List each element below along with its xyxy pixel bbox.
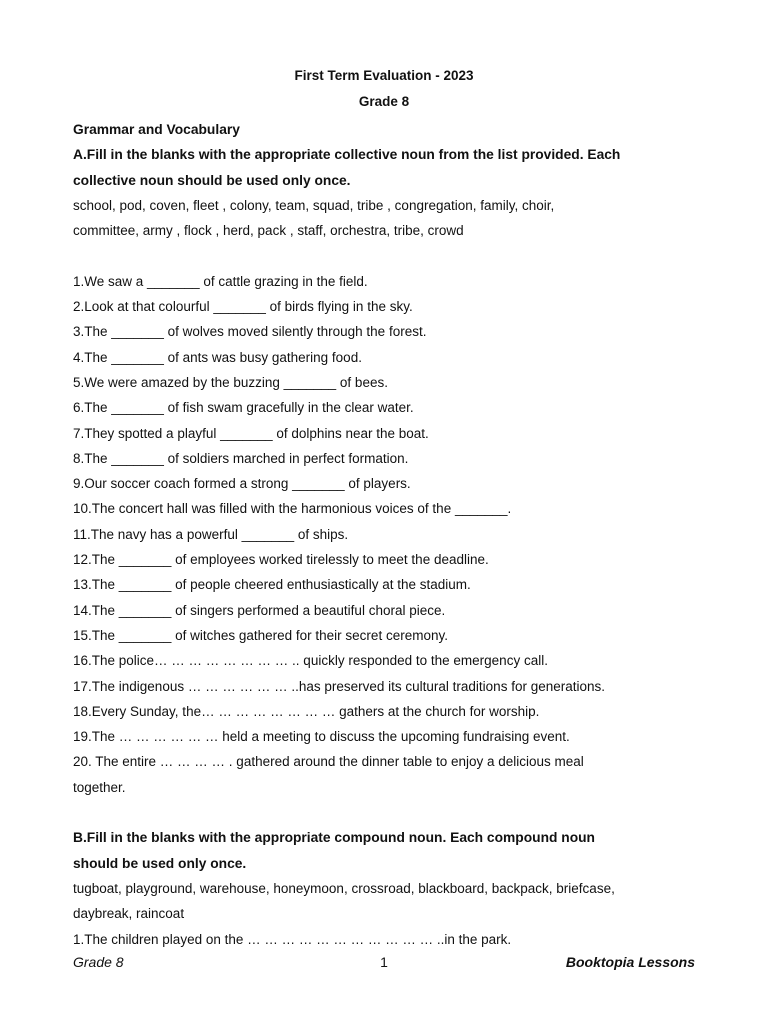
footer-page-number: 1 [380, 954, 388, 970]
question-a11: 11.The navy has a powerful _______ of ships. [73, 526, 349, 542]
grade-heading: Grade 8 [358, 94, 410, 109]
question-a19: 19.The … … … … … … held a meeting to discuss the upcoming fundraising event. [73, 729, 570, 745]
question-a12: 12.The _______ of employees worked tirelessly to meet the deadline. [73, 552, 489, 568]
question-a17: 17.The indigenous … … … … … … ..has preserved its cultural traditions for generations. [73, 678, 605, 694]
footer-publisher: Booktopia Lessons [565, 954, 695, 970]
page-footer [73, 954, 695, 976]
part-b-instruction-line1: B.Fill in the blanks with the appropriate compound noun. Each compound noun [73, 830, 595, 846]
part-a-word-list-line2: committee, army , flock , herd, pack , staff, orchestra, tribe, crowd [73, 223, 464, 239]
part-b-word-list-line2: daybreak, raincoat [73, 906, 185, 922]
question-a3: 3.The _______ of wolves moved silently through the forest. [73, 324, 427, 340]
section-heading: Grammar and Vocabulary [73, 122, 240, 137]
question-a20-line2: together. [73, 779, 126, 795]
question-a16: 16.The police… … … … … … … … .. quickly responded to the emergency call. [73, 653, 548, 669]
footer-grade: Grade 8 [73, 954, 124, 970]
question-a18: 18.Every Sunday, the… … … … … … … … gathers at the church for worship. [73, 703, 540, 719]
question-a6: 6.The _______ of fish swam gracefully in the clear water. [73, 400, 414, 416]
part-a-instruction-line2: collective noun should be used only once. [73, 172, 351, 188]
question-a1: 1.We saw a _______ of cattle grazing in the field. [73, 273, 368, 289]
blank-line [73, 243, 703, 268]
question-a9: 9.Our soccer coach formed a strong _______ of players. [73, 476, 411, 492]
question-a8: 8.The _______ of soldiers marched in perfect formation. [73, 450, 409, 466]
question-a14: 14.The _______ of singers performed a beautiful choral piece. [73, 602, 446, 618]
part-a-instruction-line1: A.Fill in the blanks with the appropriate collective noun from the list provided. Each [73, 147, 621, 163]
question-a5: 5.We were amazed by the buzzing _______ of bees. [73, 374, 388, 390]
document-body [73, 117, 703, 952]
blank-line [73, 800, 703, 825]
document-title: First Term Evaluation - 2023 [294, 68, 474, 83]
question-a15: 15.The _______ of witches gathered for their secret ceremony. [73, 627, 448, 643]
question-a20-line1: 20. The entire … … … … . gathered around the dinner table to enjoy a delicious meal [73, 754, 584, 770]
part-b-instruction-line2: should be used only once. [73, 855, 247, 871]
question-b1: 1.The children played on the … … … … … … … … … … … ..in the park. [73, 931, 512, 947]
question-a2: 2.Look at that colourful _______ of birds flying in the sky. [73, 299, 413, 315]
question-a4: 4.The _______ of ants was busy gathering food. [73, 349, 362, 365]
question-a7: 7.They spotted a playful _______ of dolphins near the boat. [73, 425, 429, 441]
part-b-word-list-line1: tugboat, playground, warehouse, honeymoon, crossroad, blackboard, backpack, briefcase, [73, 880, 615, 896]
question-a13: 13.The _______ of people cheered enthusiastically at the stadium. [73, 577, 471, 593]
part-a-word-list-line1: school, pod, coven, fleet , colony, team, squad, tribe , congregation, family, choir, [73, 197, 555, 213]
question-a10: 10.The concert hall was filled with the harmonious voices of the _______. [73, 501, 512, 517]
